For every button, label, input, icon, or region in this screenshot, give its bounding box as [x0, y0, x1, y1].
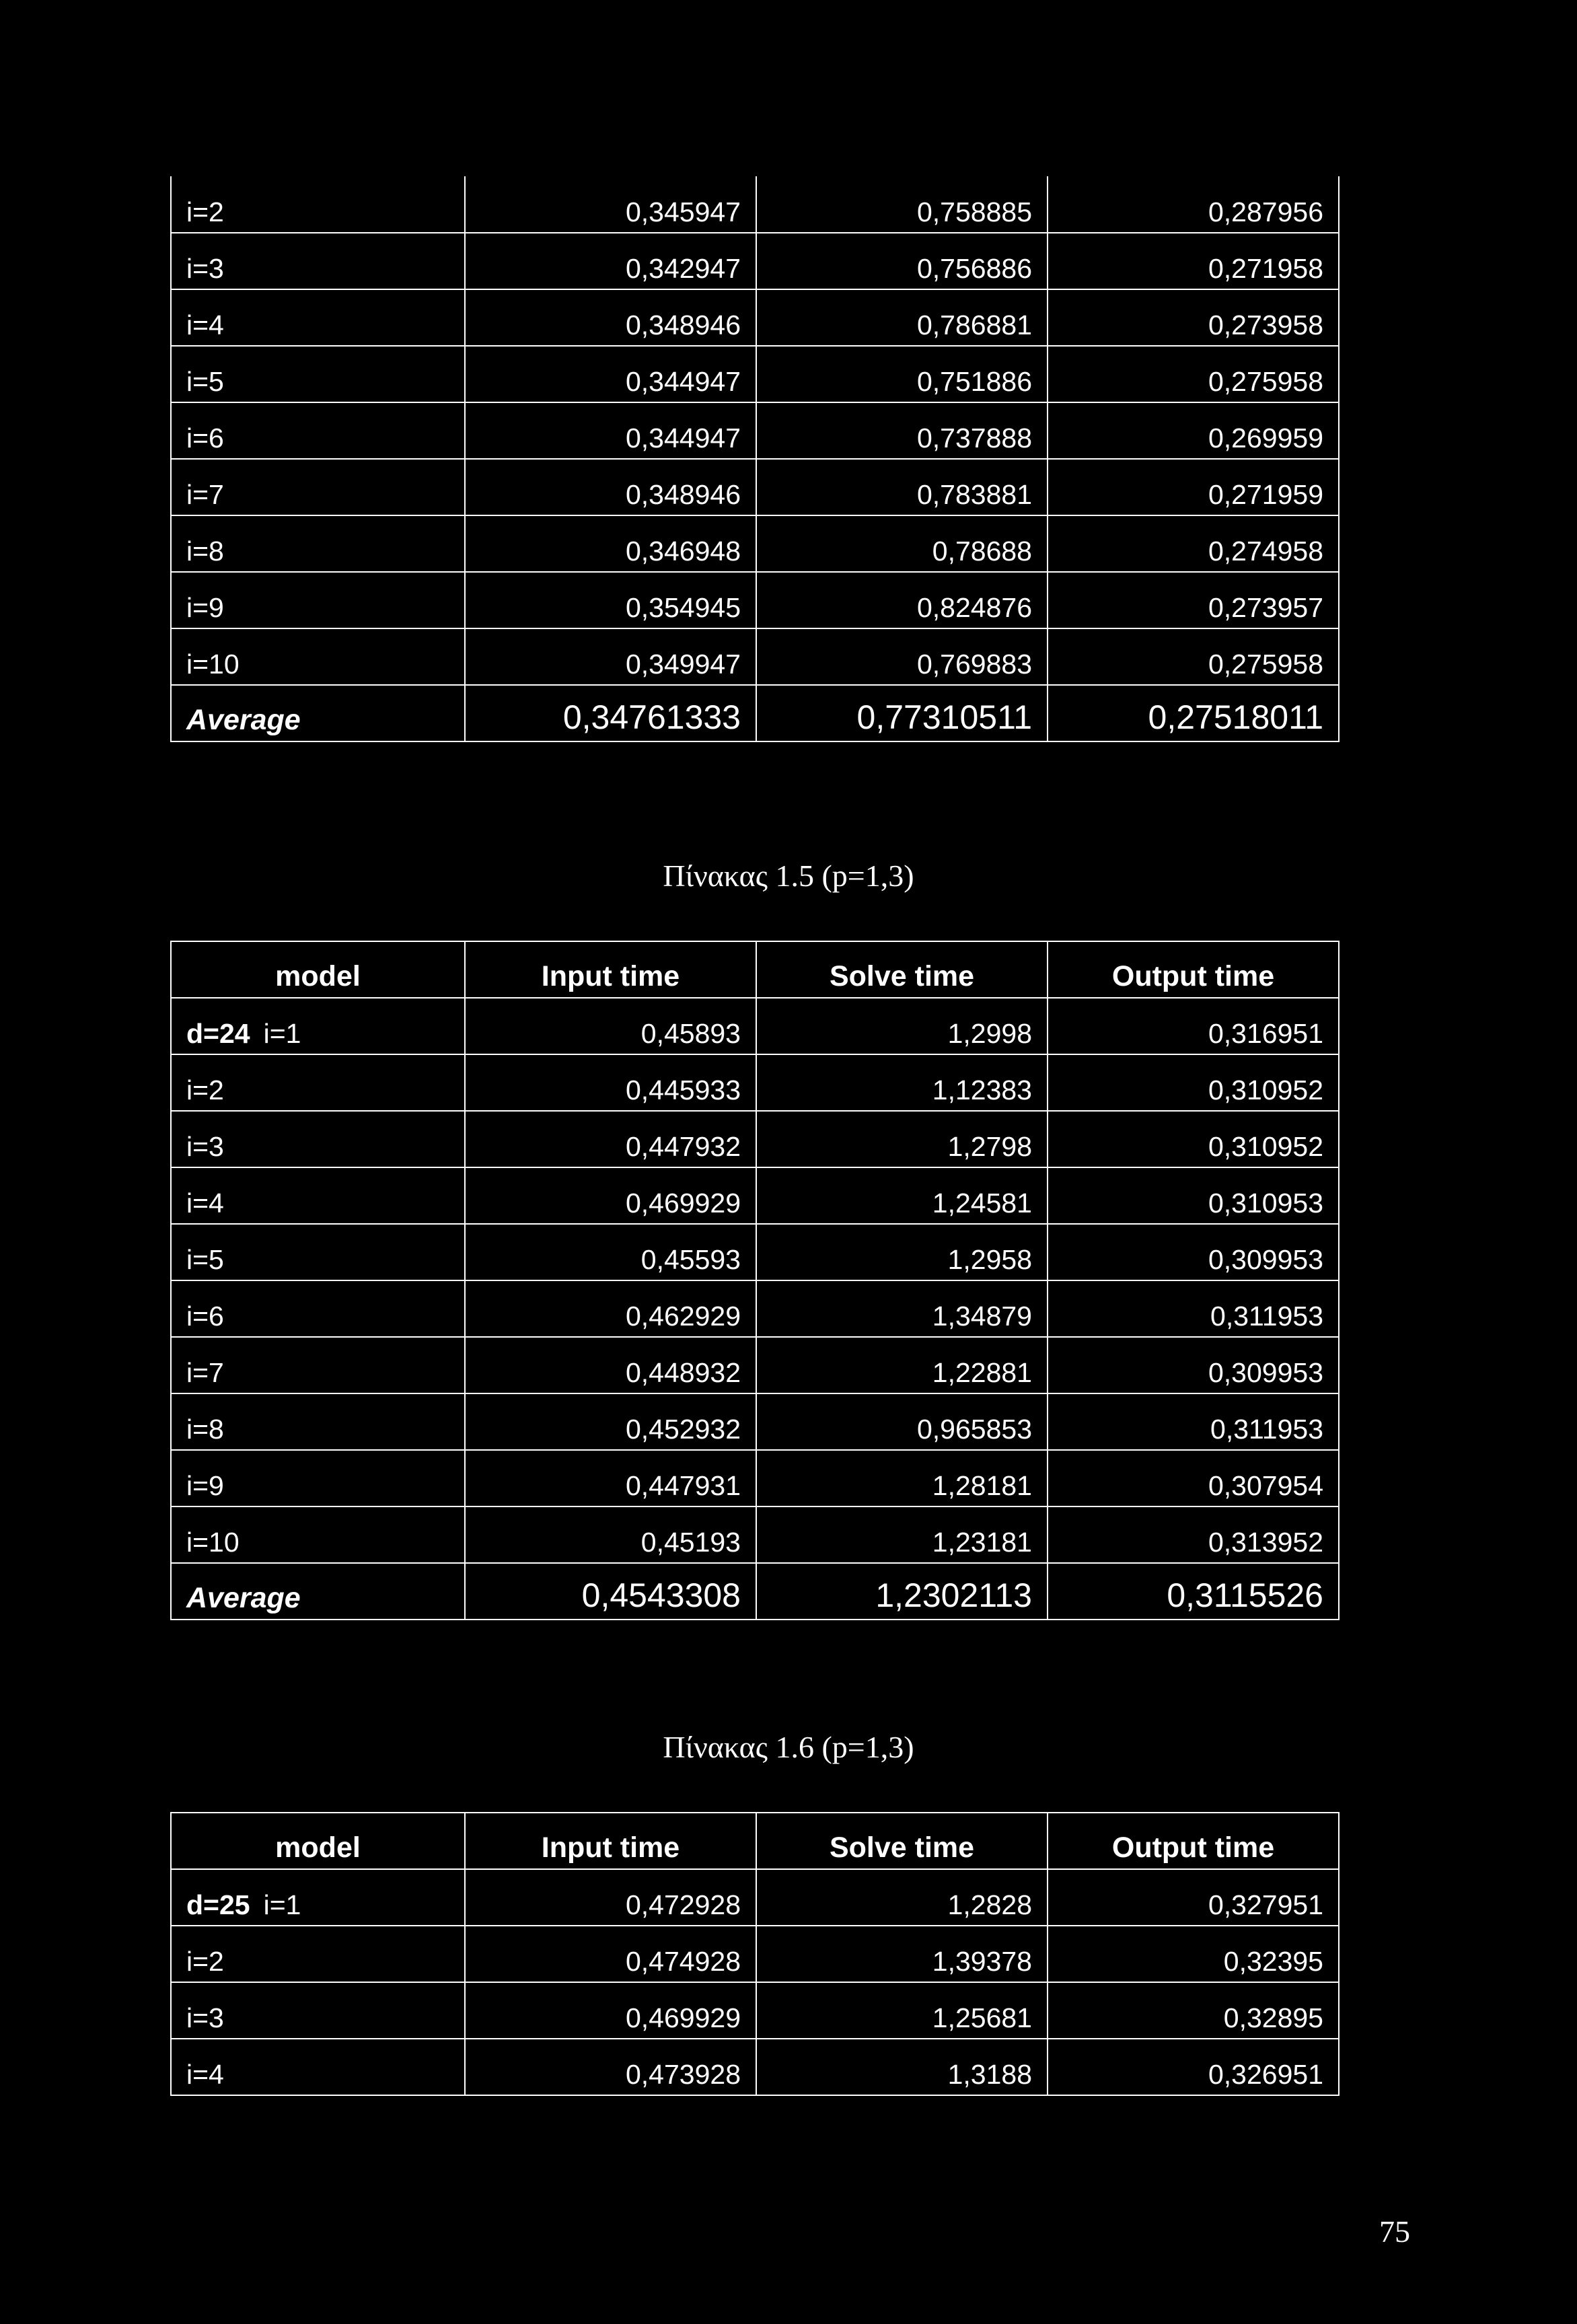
table-row: [171, 1224, 1339, 1280]
solve-time-cell: 0,751886: [756, 346, 1048, 402]
output-time-cell: 0,271958: [1048, 233, 1339, 289]
row-label: i=8: [171, 515, 465, 572]
header-model: model: [171, 1813, 465, 1869]
output-time-cell: 0,313952: [1048, 1506, 1339, 1563]
output-time-cell: 0,311953: [1048, 1280, 1339, 1337]
header-output-time: Output time: [1048, 941, 1339, 998]
input-time-cell: 0,45893: [465, 998, 756, 1054]
input-time-cell: 0,354945: [465, 572, 756, 628]
output-time-cell: 0,275958: [1048, 628, 1339, 685]
table-row: [171, 1167, 1339, 1224]
output-time-cell: 0,269959: [1048, 402, 1339, 459]
output-time-cell: 0,309953: [1048, 1224, 1339, 1280]
row-label: Average: [171, 1563, 465, 1620]
input-time-cell: 0,344947: [465, 402, 756, 459]
input-time-cell: 0,473928: [465, 2039, 756, 2095]
row-label: i=3: [171, 1111, 465, 1167]
input-time-cell: 0,474928: [465, 1926, 756, 1982]
table-row: [171, 402, 1339, 459]
input-time-cell: 0,345947: [465, 176, 756, 233]
table-row: [171, 459, 1339, 515]
solve-time-cell: 1,12383: [756, 1054, 1048, 1111]
solve-time-cell: 1,24581: [756, 1167, 1048, 1224]
input-time-cell: 0,469929: [465, 1982, 756, 2039]
output-time-cell: 0,27518011: [1048, 685, 1339, 741]
row-label: i=3: [171, 1982, 465, 2039]
output-time-cell: 0,311953: [1048, 1393, 1339, 1450]
table-row: [171, 1506, 1339, 1563]
header-output-time: Output time: [1048, 1813, 1339, 1869]
solve-time-cell: 0,77310511: [756, 685, 1048, 741]
table-header-row: [171, 1813, 1339, 1869]
solve-time-cell: 1,2828: [756, 1869, 1048, 1926]
table-row: [171, 1869, 1339, 1926]
row-label: i=5: [171, 346, 465, 402]
input-time-cell: 0,349947: [465, 628, 756, 685]
input-time-cell: 0,448932: [465, 1337, 756, 1393]
solve-time-cell: 1,23181: [756, 1506, 1048, 1563]
solve-time-cell: 0,824876: [756, 572, 1048, 628]
solve-time-cell: 1,39378: [756, 1926, 1048, 1982]
row-label: i=2: [171, 1926, 465, 1982]
header-input-time: Input time: [465, 1813, 756, 1869]
input-time-cell: 0,445933: [465, 1054, 756, 1111]
solve-time-cell: 1,2998: [756, 998, 1048, 1054]
row-label: i=7: [171, 1337, 465, 1393]
output-time-cell: 0,326951: [1048, 2039, 1339, 2095]
results-table-1-6-body: [171, 941, 1339, 1620]
row-label: i=4: [171, 2039, 465, 2095]
input-time-cell: 0,344947: [465, 346, 756, 402]
row-label: i=5: [171, 1224, 465, 1280]
row-label: i=9: [171, 572, 465, 628]
output-time-cell: 0,32895: [1048, 1982, 1339, 2039]
solve-time-cell: 1,25681: [756, 1982, 1048, 2039]
page-number: 75: [1379, 2214, 1410, 2249]
row-label: i=10: [171, 628, 465, 685]
average-row: [171, 1563, 1339, 1620]
solve-time-cell: 1,34879: [756, 1280, 1048, 1337]
solve-time-cell: 0,965853: [756, 1393, 1048, 1450]
row-label: i=7: [171, 459, 465, 515]
solve-time-cell: 1,2798: [756, 1111, 1048, 1167]
solve-time-cell: 0,78688: [756, 515, 1048, 572]
row-label: Average: [171, 685, 465, 741]
results-table-continued-body: [171, 176, 1339, 741]
iteration-label: i=1: [263, 1018, 301, 1049]
table-header-row: [171, 941, 1339, 998]
solve-time-cell: 1,22881: [756, 1337, 1048, 1393]
input-time-cell: 0,346948: [465, 515, 756, 572]
solve-time-cell: 0,783881: [756, 459, 1048, 515]
table-row: [171, 515, 1339, 572]
input-time-cell: 0,447931: [465, 1450, 756, 1506]
output-time-cell: 0,32395: [1048, 1926, 1339, 1982]
row-label: i=6: [171, 1280, 465, 1337]
header-input-time: Input time: [465, 941, 756, 998]
row-label: [171, 1869, 465, 1926]
output-time-cell: 0,287956: [1048, 176, 1339, 233]
solve-time-cell: 0,769883: [756, 628, 1048, 685]
output-time-cell: 0,310953: [1048, 1167, 1339, 1224]
row-label: i=9: [171, 1450, 465, 1506]
input-time-cell: 0,45593: [465, 1224, 756, 1280]
table-row: [171, 1280, 1339, 1337]
row-label: i=2: [171, 176, 465, 233]
row-label: i=8: [171, 1393, 465, 1450]
input-time-cell: 0,34761333: [465, 685, 756, 741]
input-time-cell: 0,348946: [465, 289, 756, 346]
row-label: i=3: [171, 233, 465, 289]
row-label: i=2: [171, 1054, 465, 1111]
input-time-cell: 0,342947: [465, 233, 756, 289]
input-time-cell: 0,4543308: [465, 1563, 756, 1620]
output-time-cell: 0,275958: [1048, 346, 1339, 402]
results-table-next-body: [171, 1813, 1339, 2095]
table-row: [171, 1337, 1339, 1393]
table-row: [171, 233, 1339, 289]
table-row: [171, 1111, 1339, 1167]
row-label: [171, 998, 465, 1054]
dimension-label: d=25: [186, 1889, 250, 1920]
results-table-next: [170, 1812, 1340, 2096]
input-time-cell: 0,469929: [465, 1167, 756, 1224]
header-solve-time: Solve time: [756, 1813, 1048, 1869]
output-time-cell: 0,309953: [1048, 1337, 1339, 1393]
solve-time-cell: 0,786881: [756, 289, 1048, 346]
table-row: [171, 1393, 1339, 1450]
table-row: [171, 998, 1339, 1054]
input-time-cell: 0,462929: [465, 1280, 756, 1337]
row-label: i=4: [171, 1167, 465, 1224]
output-time-cell: 0,310952: [1048, 1054, 1339, 1111]
table-caption-1-5: Πίνακας 1.5 (p=1,3): [663, 859, 914, 893]
dimension-label: d=24: [186, 1018, 250, 1049]
average-row: [171, 685, 1339, 741]
table-row: [171, 1982, 1339, 2039]
table-row: [171, 346, 1339, 402]
input-time-cell: 0,447932: [465, 1111, 756, 1167]
table-row: [171, 289, 1339, 346]
output-time-cell: 0,327951: [1048, 1869, 1339, 1926]
input-time-cell: 0,348946: [465, 459, 756, 515]
output-time-cell: 0,316951: [1048, 998, 1339, 1054]
table-row: [171, 1926, 1339, 1982]
output-time-cell: 0,307954: [1048, 1450, 1339, 1506]
row-label: i=6: [171, 402, 465, 459]
output-time-cell: 0,271959: [1048, 459, 1339, 515]
row-label: i=4: [171, 289, 465, 346]
output-time-cell: 0,273957: [1048, 572, 1339, 628]
table-row: [171, 1054, 1339, 1111]
input-time-cell: 0,45193: [465, 1506, 756, 1563]
results-table-continued: [170, 176, 1340, 742]
table-row: [171, 1450, 1339, 1506]
table-caption-1-6: Πίνακας 1.6 (p=1,3): [663, 1730, 914, 1764]
table-row: [171, 628, 1339, 685]
solve-time-cell: 1,2958: [756, 1224, 1048, 1280]
solve-time-cell: 0,758885: [756, 176, 1048, 233]
solve-time-cell: 1,2302113: [756, 1563, 1048, 1620]
output-time-cell: 0,3115526: [1048, 1563, 1339, 1620]
row-label: i=10: [171, 1506, 465, 1563]
table-row: [171, 2039, 1339, 2095]
solve-time-cell: 1,28181: [756, 1450, 1048, 1506]
output-time-cell: 0,273958: [1048, 289, 1339, 346]
output-time-cell: 0,310952: [1048, 1111, 1339, 1167]
output-time-cell: 0,274958: [1048, 515, 1339, 572]
solve-time-cell: 0,756886: [756, 233, 1048, 289]
iteration-label: i=1: [263, 1889, 301, 1920]
input-time-cell: 0,472928: [465, 1869, 756, 1926]
solve-time-cell: 0,737888: [756, 402, 1048, 459]
table-row: [171, 572, 1339, 628]
table-row: [171, 176, 1339, 233]
input-time-cell: 0,452932: [465, 1393, 756, 1450]
solve-time-cell: 1,3188: [756, 2039, 1048, 2095]
results-table-1-6: [170, 941, 1340, 1620]
header-model: model: [171, 941, 465, 998]
header-solve-time: Solve time: [756, 941, 1048, 998]
